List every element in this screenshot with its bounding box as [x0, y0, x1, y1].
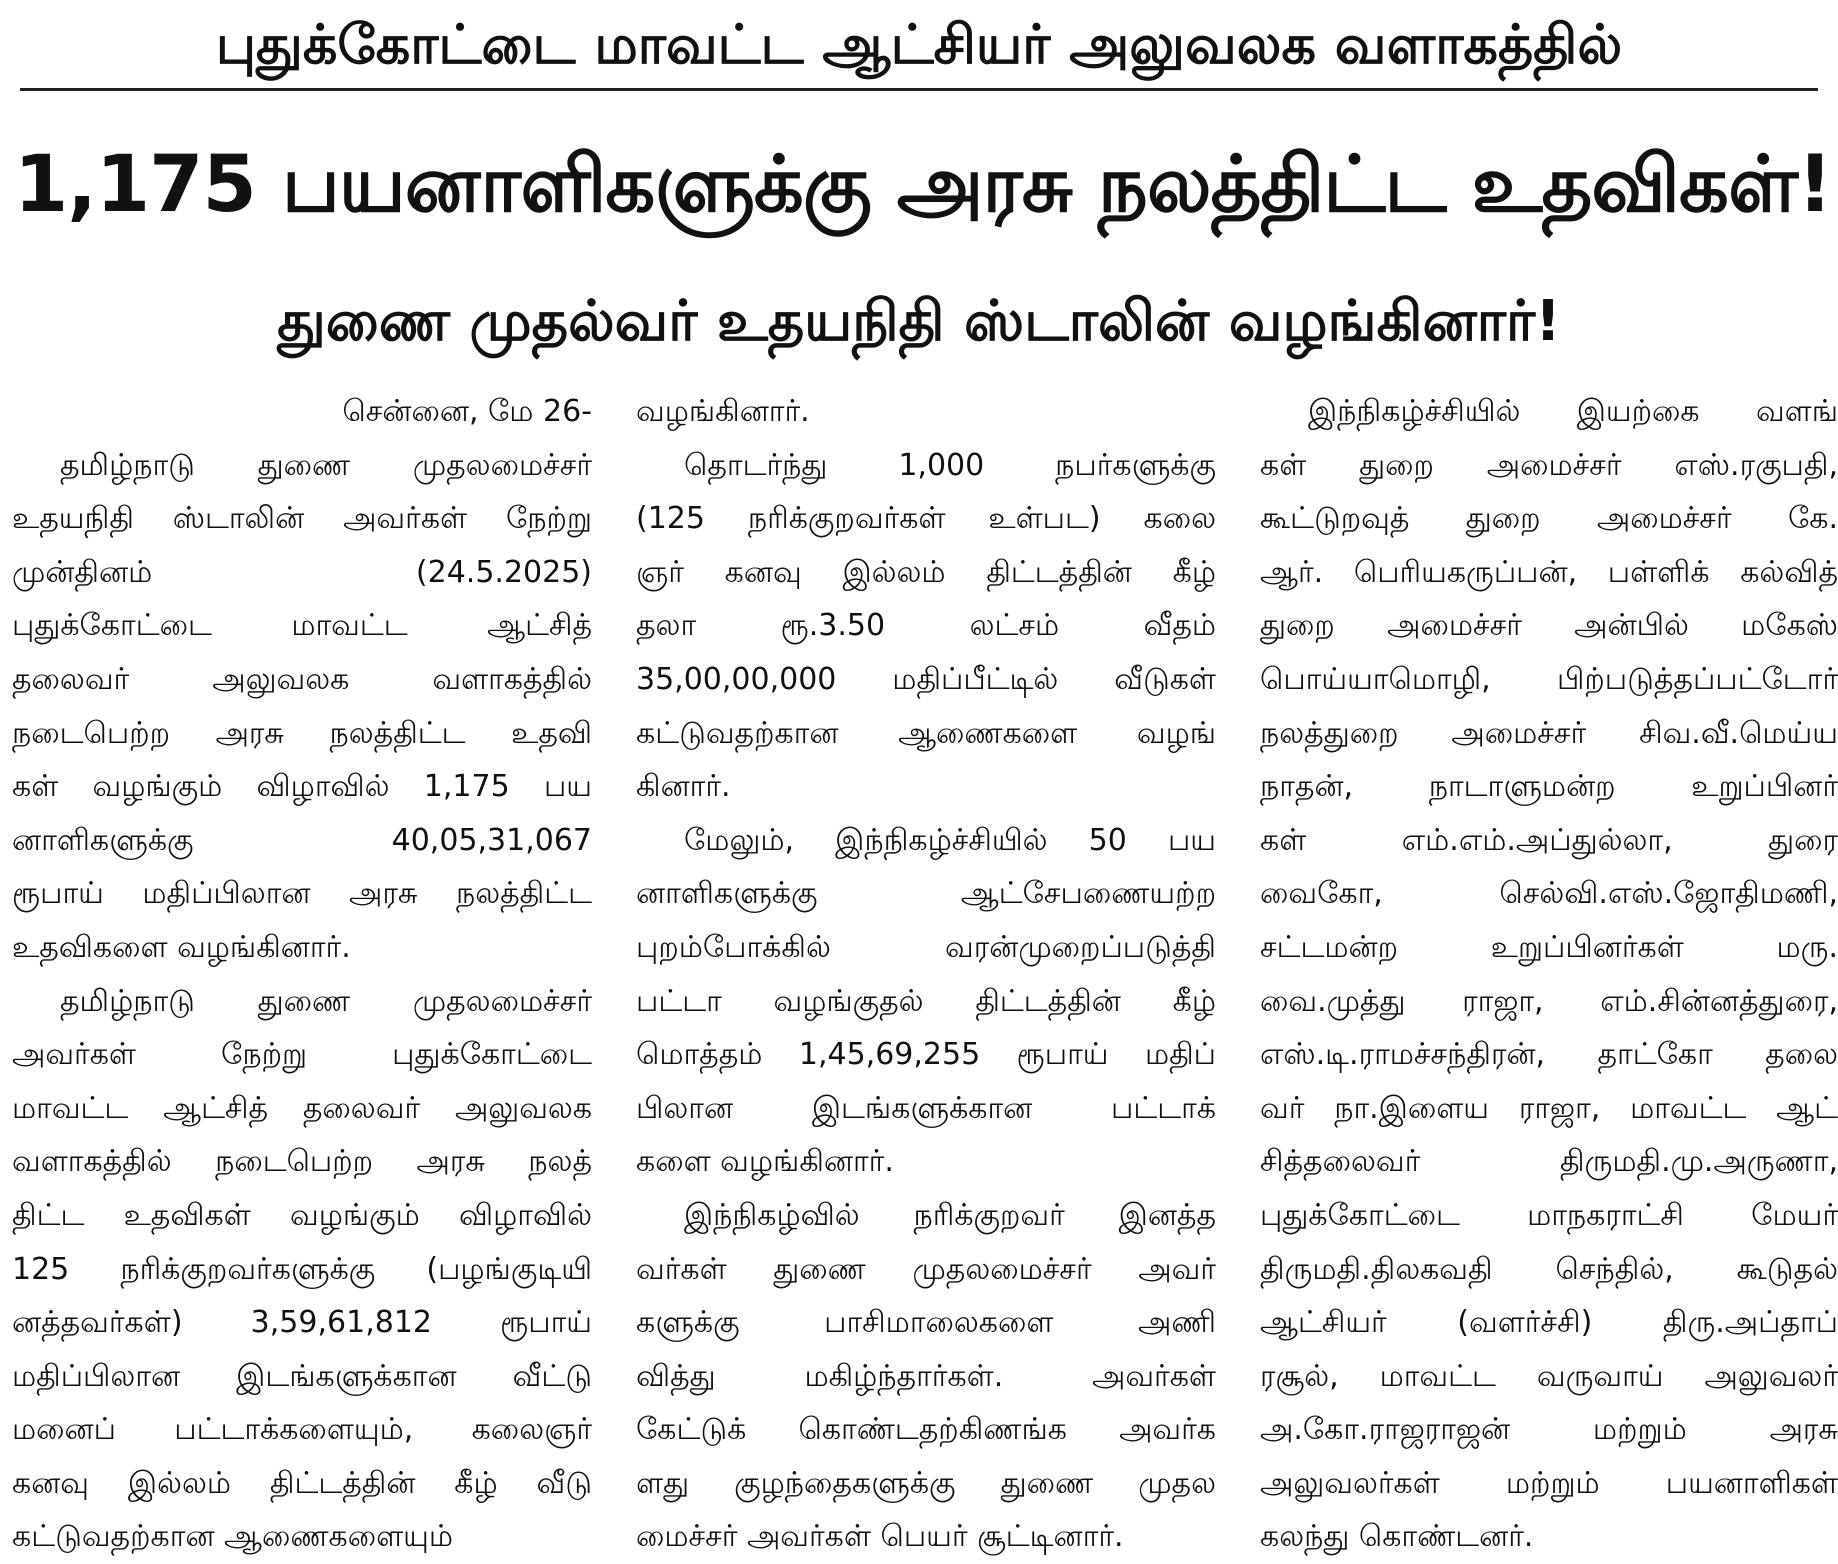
article-line: திட்ட உதவிகள் வழங்கும் விழாவில் [12, 1197, 592, 1233]
article-line: ரூபாய் மதிப்பிலான அரசு நலத்திட்ட [12, 876, 592, 912]
article-line: ஞர் கனவு இல்லம் திட்டத்தின் கீழ் [636, 554, 1216, 590]
kicker-heading: புதுக்கோட்டை மாவட்ட ஆட்சியர் அலுவலக வளாகத்தில் [215, 13, 1623, 76]
article-line: கள் வழங்கும் விழாவில் 1,175 பய [12, 769, 592, 805]
article-line: பிலான இடங்களுக்கான பட்டாக் [636, 1090, 1216, 1126]
article-line: மனைப் பட்டாக்களையும், கலைஞர் [12, 1412, 592, 1448]
article-line: சித்தலைவர் திருமதி.மு.அருணா, [1260, 1144, 1838, 1180]
article-line: தலா ரூ.3.50 லட்சம் வீதம் [636, 608, 1216, 644]
article-line: னத்தவர்கள்) 3,59,61,812 ரூபாய் [12, 1305, 592, 1341]
article-line: னாளிகளுக்கு 40,05,31,067 [12, 822, 592, 858]
article-line: எஸ்.டி.ராமச்சந்திரன், தாட்கோ தலை [1260, 1037, 1838, 1073]
article-line: கனவு இல்லம் திட்டத்தின் கீழ் வீடு [12, 1465, 592, 1501]
article-line: தொடர்ந்து 1,000 நபர்களுக்கு [684, 447, 1216, 483]
article-line: இந்நிகழ்ச்சியில் இயற்கை வளங் [1308, 394, 1838, 429]
article-line: முன்தினம் (24.5.2025) [12, 554, 592, 590]
article-line: களுக்கு பாசிமாலைகளை அணி [636, 1305, 1216, 1341]
article-line: 35,00,00,000 மதிப்பீட்டில் வீடுகள் [636, 661, 1216, 697]
article-line: நடைபெற்ற அரசு நலத்திட்ட உதவி [12, 715, 592, 751]
article-line: துறை அமைச்சர் அன்பில் மகேஸ் [1260, 608, 1838, 644]
sub-headline: துணை முதல்வர் உதயநிதி ஸ்டாலின் வழங்கினார்! [277, 289, 1561, 354]
article-line: னாளிகளுக்கு ஆட்சேபணையற்ற [636, 876, 1216, 912]
article-line: சட்டமன்ற உறுப்பினர்கள் மரு. [1260, 929, 1838, 965]
article-line: வர் நா.இளைய ராஜா, மாவட்ட ஆட் [1260, 1090, 1838, 1126]
article-line: ஆட்சியர் (வளர்ச்சி) திரு.அப்தாப் [1260, 1305, 1838, 1341]
article-line: வளாகத்தில் நடைபெற்ற அரசு நலத் [12, 1144, 592, 1180]
article-line: உதவிகளை வழங்கினார். [12, 929, 351, 965]
article-line: சென்னை, மே 26- [342, 394, 592, 429]
article-line: கட்டுவதற்கான ஆணைகளை வழங் [636, 715, 1216, 751]
article-line: மேலும், இந்நிகழ்ச்சியில் 50 பய [684, 822, 1216, 858]
article-line: கட்டுவதற்கான ஆணைகளையும் [12, 1519, 454, 1555]
article-line: களை வழங்கினார். [636, 1144, 894, 1180]
article-line: அ.கோ.ராஜராஜன் மற்றும் அரசு [1260, 1412, 1838, 1448]
article-line: பட்டா வழங்குதல் திட்டத்தின் கீழ் [636, 983, 1216, 1019]
article-line: கூட்டுறவுத் துறை அமைச்சர் கே. [1260, 501, 1838, 537]
article-line: புதுக்கோட்டை மாவட்ட ஆட்சித் [12, 608, 592, 644]
article-line: ரசூல், மாவட்ட வருவாய் அலுவலர் [1260, 1358, 1838, 1394]
article-line: (125 நரிக்குறவர்கள் உள்பட) கலை [636, 501, 1216, 537]
article-line: திருமதி.திலகவதி செந்தில், கூடுதல் [1260, 1251, 1838, 1287]
article-body [12, 385, 1838, 1555]
article-line: கினார். [636, 769, 731, 805]
article-line: கேட்டுக் கொண்டதற்கிணங்க அவர்க [636, 1412, 1216, 1448]
article-line: இந்நிகழ்வில் நரிக்குறவர் இனத்த [684, 1197, 1216, 1233]
article-column-2 [636, 385, 1216, 1555]
article-line: அவர்கள் நேற்று புதுக்கோட்டை [12, 1037, 592, 1073]
article-line: தலைவர் அலுவலக வளாகத்தில் [12, 661, 592, 697]
article-line: மொத்தம் 1,45,69,255 ரூபாய் மதிப் [636, 1037, 1216, 1073]
article-line: மைச்சர் அவர்கள் பெயர் சூட்டினார். [636, 1519, 1124, 1555]
article-line: புதுக்கோட்டை மாநகராட்சி மேயர் [1260, 1197, 1838, 1233]
article-line: மதிப்பிலான இடங்களுக்கான வீட்டு [12, 1358, 592, 1394]
article-line: மாவட்ட ஆட்சித் தலைவர் அலுவலக [12, 1090, 592, 1126]
main-headline: 1,175 பயனாளிகளுக்கு அரசு நலத்திட்ட உதவிகள்! [14, 140, 1832, 230]
article-line: வழங்கினார். [636, 394, 810, 429]
article-line: கள் எம்.எம்.அப்துல்லா, துரை [1260, 822, 1838, 858]
article-line: புறம்போக்கில் வரன்முறைப்படுத்தி [636, 929, 1216, 965]
article-line: உதயநிதி ஸ்டாலின் அவர்கள் நேற்று [12, 501, 592, 537]
article-line: ளது குழந்தைகளுக்கு துணை முதல [636, 1465, 1216, 1501]
article-line: வைகோ, செல்வி.எஸ்.ஜோதிமணி, [1260, 876, 1838, 912]
article-line: கலந்து கொண்டனர். [1260, 1519, 1534, 1555]
article-line: பொய்யாமொழி, பிற்படுத்தப்பட்டோர் [1260, 661, 1838, 697]
article-line: தமிழ்நாடு துணை முதலமைச்சர் [60, 447, 592, 483]
article-column-3 [1260, 385, 1838, 1555]
article-column-1 [12, 385, 592, 1555]
article-line: வை.முத்து ராஜா, எம்.சின்னத்துரை, [1260, 983, 1838, 1019]
article-line: கள் துறை அமைச்சர் எஸ்.ரகுபதி, [1260, 447, 1838, 483]
article-line: வர்கள் துணை முதலமைச்சர் அவர் [636, 1251, 1216, 1287]
article-line: தமிழ்நாடு துணை முதலமைச்சர் [60, 983, 592, 1019]
article-line: வித்து மகிழ்ந்தார்கள். அவர்கள் [636, 1358, 1216, 1394]
article-line: 125 நரிக்குறவர்களுக்கு (பழங்குடியி [12, 1251, 592, 1287]
article-line: ஆர். பெரியகருப்பன், பள்ளிக் கல்வித் [1260, 554, 1838, 590]
article-line: நாதன், நாடாளுமன்ற உறுப்பினர் [1260, 769, 1838, 805]
article-line: அலுவலர்கள் மற்றும் பயனாளிகள் [1260, 1465, 1838, 1501]
article-line: நலத்துறை அமைச்சர் சிவ.வீ.மெய்ய [1260, 715, 1838, 751]
kicker-divider [20, 88, 1818, 91]
